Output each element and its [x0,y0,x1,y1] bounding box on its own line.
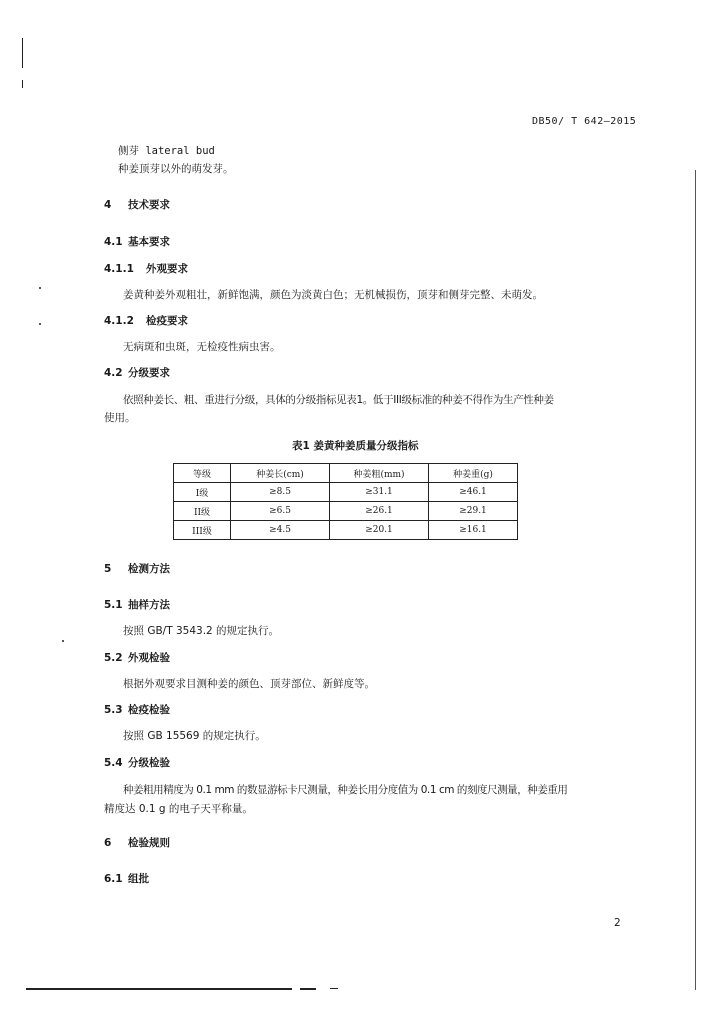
section-number: 5.4 [104,757,123,769]
section-heading [104,313,188,328]
paragraph: 种姜粗用精度为 0.1 mm 的数显游标卡尺测量，种姜长用分度值为 0.1 cm 的刻度尺测量，种姜重用 [123,784,568,796]
paragraph: 无病斑和虫斑，无检疫性病虫害。 [123,341,281,353]
section-heading [104,261,188,276]
table-header-cell: 种姜长(cm) [231,464,330,483]
table-header-row [174,464,518,483]
paragraph: 精度达 0.1 g 的电子天平称量。 [104,803,253,815]
section-title: 组批 [128,873,149,885]
table-caption: 表1 姜黄种姜质量分级指标 [292,440,419,452]
section-title: 技术要求 [128,199,170,211]
section-title: 外观检验 [128,652,170,664]
scan-dot [39,287,41,289]
section-number: 4.2 [104,367,123,379]
section-number: 5.2 [104,652,123,664]
table-cell: ≥29.1 [429,502,518,521]
section-heading [104,561,170,576]
table-cell: I级 [174,483,231,502]
section-heading [104,755,170,770]
table-cell: ≥4.5 [231,521,330,540]
table-cell: II级 [174,502,231,521]
table-cell: ≥20.1 [330,521,429,540]
section-number: 5 [104,563,112,575]
section-title: 外观要求 [146,263,188,275]
section-title: 基本要求 [128,236,170,248]
section-number: 5.3 [104,704,123,716]
section-heading [104,871,149,886]
table-header-cell: 种姜重(g) [429,464,518,483]
section-title: 检疫要求 [146,315,188,327]
paragraph: 根据外观要求目测种姜的颜色、顶芽部位、新鲜度等。 [123,678,375,690]
section-heading [104,835,170,850]
table-cell: ≥46.1 [429,483,518,502]
section-number: 4.1.1 [104,263,134,275]
paragraph: 依照种姜长、粗、重进行分级，具体的分级指标见表1。低于III级标准的种姜不得作为生产性种姜 [123,394,554,406]
paragraph: 使用。 [104,412,136,424]
section-title: 检验规则 [128,837,170,849]
table-cell: ≥16.1 [429,521,518,540]
section-heading [104,197,170,212]
scan-dot [39,323,41,325]
section-number: 4.1.2 [104,315,134,327]
page-number: 2 [614,917,621,929]
section-title: 分级检验 [128,757,170,769]
section-number: 6 [104,837,112,849]
table-row [174,483,518,502]
table-cell: ≥6.5 [231,502,330,521]
section-title: 检测方法 [128,563,170,575]
section-number: 4.1 [104,236,123,248]
table-cell: ≥8.5 [231,483,330,502]
section-number: 6.1 [104,873,123,885]
section-heading [104,702,170,717]
document-code: DB50/ T 642—2015 [532,116,637,127]
scan-mark [22,80,23,88]
table-row [174,502,518,521]
table-header-cell: 等级 [174,464,231,483]
footer-rule [26,988,292,990]
table-cell: ≥31.1 [330,483,429,502]
term-definition: 种姜顶芽以外的萌发芽。 [118,163,234,175]
paragraph: 按照 GB 15569 的规定执行。 [123,730,266,742]
paragraph: 按照 GB/T 3543.2 的规定执行。 [123,625,280,637]
section-number: 5.1 [104,599,123,611]
section-heading [104,650,170,665]
table-row [174,521,518,540]
section-heading [104,365,170,380]
footer-rule [300,988,316,990]
table-header-cell: 种姜粗(mm) [330,464,429,483]
footer-rule [330,988,338,989]
scan-dot [62,640,64,642]
table-cell: III级 [174,521,231,540]
section-title: 抽样方法 [128,599,170,611]
paragraph: 姜黄种姜外观粗壮，新鲜饱满，颜色为淡黄白色；无机械损伤，顶芽和侧芽完整、未萌发。 [123,289,543,301]
scan-mark [22,38,23,68]
section-title: 检疫检验 [128,704,170,716]
section-title: 分级要求 [128,367,170,379]
scan-edge [695,170,696,990]
section-heading [104,234,170,249]
grade-table [173,463,518,540]
section-number: 4 [104,199,112,211]
table-cell: ≥26.1 [330,502,429,521]
term-title: 侧芽 lateral bud [118,145,215,157]
section-heading [104,597,170,612]
